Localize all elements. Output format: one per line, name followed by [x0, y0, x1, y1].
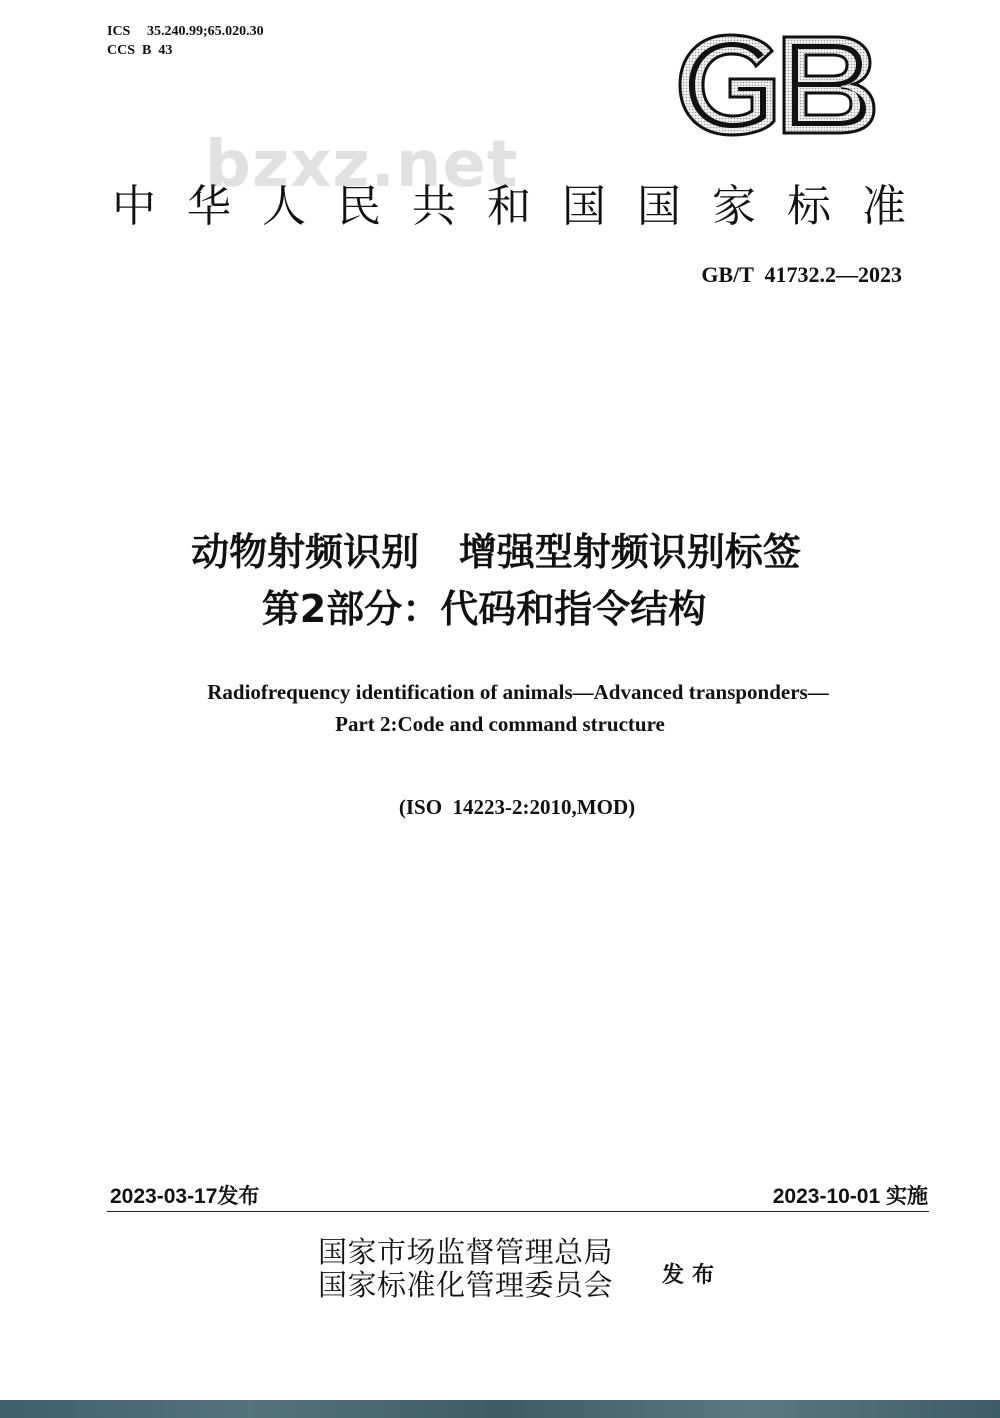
ccs-value: 43 [158, 43, 173, 58]
publish-label: 发布 [662, 1263, 723, 1288]
ccs-label: CCS [107, 43, 136, 58]
english-title-line-2: Part 2:Code and command structure [335, 712, 665, 736]
implementation-date: 2023-10-01 实施 [772, 1185, 928, 1208]
ics-value: 35.240.99;65.020.30 [147, 24, 264, 39]
gb-logo [676, 33, 876, 137]
issuer-samr: 国家市场监督管理总局 [318, 1235, 614, 1269]
watermark-text: bzxz.net [205, 128, 519, 202]
classification-block [107, 22, 264, 60]
issuer-sac: 国家标准化管理委员会 [318, 1268, 614, 1302]
release-date: 2023-03-17发布 [110, 1185, 260, 1208]
ics-row [107, 22, 264, 41]
national-standard-title: 中华人民共和国国家标准 [112, 181, 937, 232]
scan-bottom-edge [0, 1400, 1000, 1418]
english-title-line-1: Radiofrequency identification of animals—Advanced transponders— [207, 680, 829, 704]
iso-reference: (ISO 14223-2:2010,MOD) [398, 795, 636, 819]
chinese-title-line-2: 第2部分：代码和指令结构 [261, 587, 707, 631]
standard-number: GB/T 41732.2—2023 [701, 262, 902, 287]
footer-divider [107, 1211, 929, 1212]
ccs-class: B [142, 43, 152, 58]
ics-label: ICS [107, 24, 131, 39]
ccs-row [107, 41, 264, 60]
chinese-title-line-1: 动物射频识别 增强型射频识别标签 [191, 530, 801, 574]
